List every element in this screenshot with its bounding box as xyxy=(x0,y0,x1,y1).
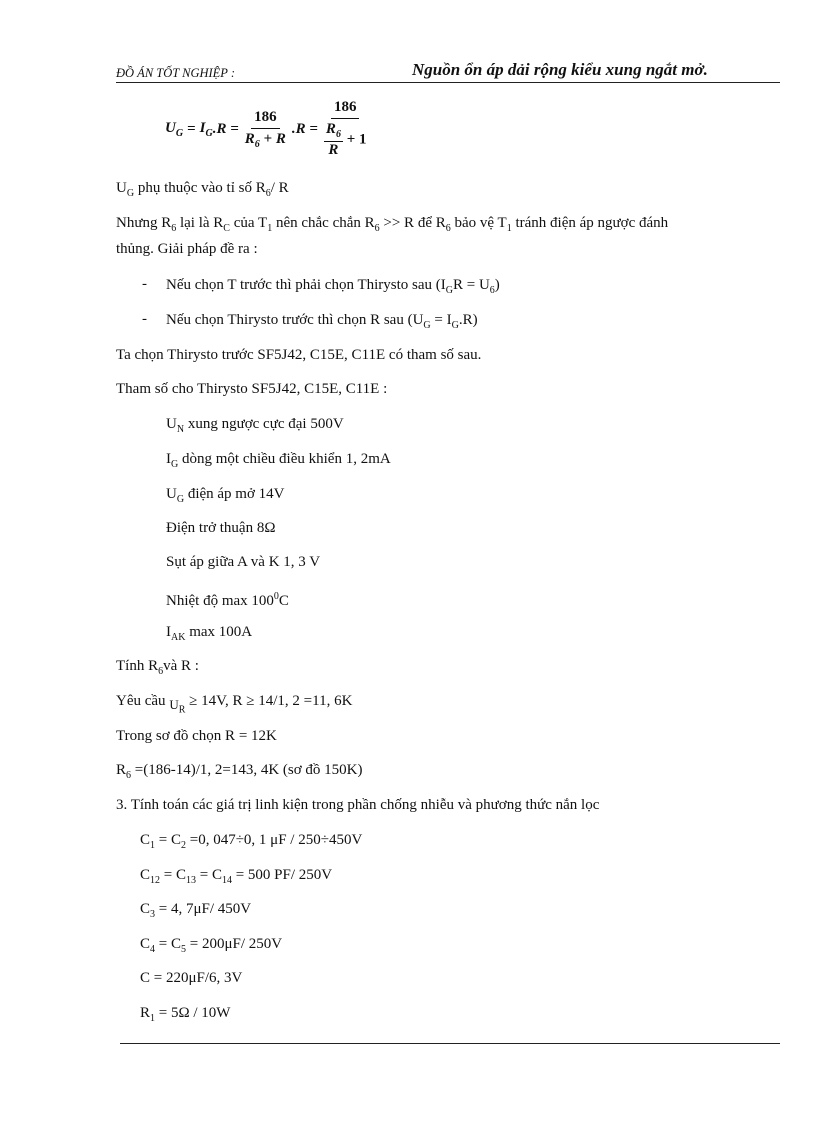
bullet-item: Nếu chọn T trước thì phải chọn Thirysto sau $(I_GR = U_6)$ xyxy=(166,277,500,296)
param-item: $U_N$ xung ngược cực đại 500V xyxy=(166,416,344,435)
fraction-2: 186 $\frac{R_6}{R}$ + 1 xyxy=(325,99,367,158)
component-item: $C_{12} = C_{13} = C_{14} = 500$ PF/ 250V xyxy=(140,867,333,886)
param-item: Điện trở thuận 8Ω xyxy=(166,520,276,536)
text-line: Nhưng $R_6$ lại là $R_C$ của $T_1$ nên chắc chắn $R_6 >> R$ để $R_6$ bảo vệ $T_1$ tránh điện áp ngược đánh xyxy=(116,215,669,234)
text-line: Trong sơ đồ chọn R = 12K xyxy=(116,728,277,744)
text-line: $R_6 =(186-14)/1$, 2=143, 4K (sơ đồ 150K) xyxy=(116,762,363,781)
header-rule xyxy=(116,82,780,83)
param-item: $I_G$ dòng một chiều điều khiển 1, 2mA xyxy=(166,451,391,470)
component-item: $C_1 = C_2 =0$, 047÷0, 1 μF / 250÷450V xyxy=(140,832,363,851)
bullet-item: Nếu chọn Thirysto trước thì chọn R sau $(U_G = I_G.R)$ xyxy=(166,312,478,331)
param-item: $U_G$ điện áp mở 14V xyxy=(166,486,285,505)
text-line: Yêu cầu $U_R \ge 14V$, R ≥ 14/1, 2 =11, 6K xyxy=(116,693,353,716)
text-line: Tính $R_6và$ R : xyxy=(116,658,199,677)
header-right: Nguồn ổn áp dải rộng kiểu xung ngắt mở. xyxy=(412,60,708,79)
param-item: Sụt áp giữa A và K 1, 3 V xyxy=(166,554,321,570)
component-item: C = 220μF/6, 3V xyxy=(140,970,243,986)
text-line: $U_G$ phụ thuộc vào tỉ số $R_6/$ R xyxy=(116,180,289,199)
param-item: Nhiệt độ $\max 100^0C$ xyxy=(166,591,289,609)
fraction-1: $\frac{186}{R_6 + R}$ xyxy=(244,108,286,150)
footer-rule xyxy=(120,1043,780,1044)
bullet-dash: - xyxy=(142,311,147,327)
bullet-dash: - xyxy=(142,276,147,292)
formula-ug: $U_G$ = $I_G$ .R = $\frac{186}{R_6 + R}$ .R = 186 $\frac{R_6}{R}$ + 1 xyxy=(165,94,373,164)
component-item: $R_1 = 5\Omega / 10W$ xyxy=(140,1005,231,1024)
component-item: $C_4 = C_5 = 200\mu F/$ 250V xyxy=(140,936,283,955)
text-line: Ta chọn Thirysto trước SF5J42, C15E, C11E có tham số sau. xyxy=(116,347,482,363)
text-line: thủng. Giải pháp đề ra : xyxy=(116,241,258,257)
header-left: ĐỒ ÁN TỐT NGHIỆP : xyxy=(116,66,235,80)
text-line: Tham số cho Thirysto SF5J42, C15E, C11E : xyxy=(116,381,388,397)
component-item: $C_3 = 4$, 7μF/ 450V xyxy=(140,901,252,920)
param-item: $I_{AK}$ max 100A xyxy=(166,624,253,643)
fraction-inner: $\frac{R_6}{R}$ xyxy=(325,121,341,158)
section-heading: 3. Tính toán các giá trị linh kiện trong phần chống nhiễu và phương thức nắn lọc xyxy=(116,797,600,813)
